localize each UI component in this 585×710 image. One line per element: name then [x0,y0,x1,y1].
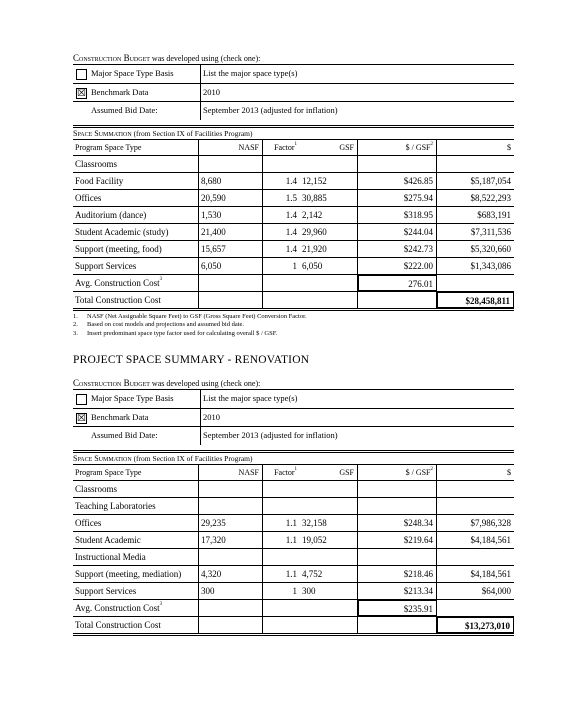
construction-budget-title [73,377,514,389]
cell-cost-per-gsf [358,481,437,497]
cell-nasf [199,481,263,497]
table-row [73,156,514,173]
cell-program-space-type: Instructional Media [73,549,199,565]
cell-cost-per-gsf: $275.94 [358,190,437,206]
space-summation-title [73,128,514,140]
cell-gsf: 19,052 [300,532,358,548]
cell-cost-per-gsf: $213.34 [358,583,437,599]
cell-total [437,498,514,514]
cell-nasf: 17,320 [199,532,263,548]
option-label: Assumed Bid Date: [91,102,201,120]
cell-total: $7,986,328 [470,517,511,528]
renovation-heading: PROJECT SPACE SUMMARY - RENOVATION [73,354,310,366]
cell-total [437,481,514,497]
cell-program-space-type: Auditorium (dance) [73,207,199,223]
option-label: Benchmark Data [91,84,201,102]
cell-nasf: 300 [199,583,263,599]
cell-cost-per-gsf: $248.34 [358,515,437,531]
footnotes [73,313,514,339]
budget-option-row [73,84,514,103]
table-row [73,258,514,275]
cell-total [437,549,514,565]
table-header-row [73,140,514,156]
cell-cost-per-gsf [358,498,437,514]
cell-factor: 1.4 [285,175,297,186]
cell-nasf: 21,400 [199,224,263,240]
cell-cost-per-gsf: $242.73 [358,241,437,257]
header-factor: Factor$^1$ [274,141,297,152]
cell-gsf [300,156,358,172]
footnote: 2. Based on cost models and projections and assumed bid date. [73,321,245,328]
header-total: $ [507,142,511,152]
cell-nasf: 1,530 [199,207,263,223]
cell-program-space-type: Support (meeting, food) [73,241,199,257]
header-program-space-type: Program Space Type [73,140,199,155]
header-gsf: GSF [300,140,358,155]
cell-total: $5,187,054 [470,175,511,186]
budget-option-row [73,427,514,445]
table-row [73,241,514,258]
option-label: Major Space Type Basis [91,65,201,83]
checkbox-major-space-type[interactable] [76,69,87,80]
avg-cost-label: Avg. Construction Cost$^3$ [73,275,199,291]
avg-cost-label: Avg. Construction Cost$^3$ [73,600,199,616]
cell-factor: 1.1 [285,568,297,579]
cell-gsf: 4,752 [300,566,358,582]
option-value: 2010 [203,86,220,97]
cell-gsf [300,549,358,565]
cell-factor: 1 [292,260,297,271]
table-row [73,498,514,515]
cell-nasf: 20,590 [199,190,263,206]
space-summation-source: (from Section IX of Facilities Program) [131,453,253,463]
cell-cost-per-gsf: $218.46 [358,566,437,582]
total-cost-label: Total Construction Cost [73,617,199,633]
space-summation-table [73,140,514,311]
cell-program-space-type: Student Academic [73,532,199,548]
header-total: $ [507,467,511,477]
cell-total: $5,320,660 [470,243,511,254]
cell-gsf: 6,050 [300,258,358,274]
cell-nasf [199,549,263,565]
cell-gsf: 2,142 [300,207,358,223]
cell-factor: 1.1 [285,517,297,528]
table-row [73,583,514,600]
table-row [73,566,514,583]
avg-cost-value: $235.91 [358,600,437,616]
cell-total [437,156,514,172]
cell-factor: 1.1 [285,534,297,545]
option-value: September 2013 (adjusted for inflation) [203,105,338,115]
renovation-section [73,377,514,636]
cell-factor: 1.5 [285,192,297,203]
budget-method-table [73,64,514,120]
construction-budget-instruction: was developed using (check one): [149,54,261,63]
cell-program-space-type: Support (meeting, mediation) [73,566,199,582]
total-cost-value: $13,273,010 [437,617,514,633]
cell-total: $7,311,536 [470,226,511,237]
cell-total: $683,191 [477,209,511,220]
table-row [73,224,514,241]
cell-factor [263,498,300,514]
table-row [73,481,514,498]
cell-nasf [199,156,263,172]
total-cost-label: Total Construction Cost [73,292,199,308]
cell-nasf: 4,320 [199,566,263,582]
header-program-space-type: Program Space Type [73,465,199,480]
cell-program-space-type: Offices [73,515,199,531]
budget-option-row [73,65,514,84]
cell-cost-per-gsf: $222.00 [358,258,437,274]
budget-option-row [73,390,514,409]
avg-cost-value: 276.01 [358,275,437,291]
cell-program-space-type: Offices [73,190,199,206]
option-value: List the major space type(s) [203,393,298,403]
cell-total: $8,522,293 [470,192,511,203]
cell-cost-per-gsf: $244.04 [358,224,437,240]
header-gsf: GSF [300,465,358,480]
cell-program-space-type: Classrooms [73,156,199,172]
construction-budget-title [73,52,514,64]
total-construction-cost-row [73,617,514,636]
table-row [73,532,514,549]
cell-program-space-type: Student Academic (study) [73,224,199,240]
cell-nasf: 8,680 [199,173,263,189]
checkbox-major-space-type[interactable] [76,394,87,405]
header-cost-per-gsf: $ / GSF$^2$ [358,140,437,155]
cell-factor: 1.4 [285,209,297,220]
cell-cost-per-gsf: $219.64 [358,532,437,548]
construction-budget-instruction: was developed using (check one): [149,379,261,388]
cell-total: $4,184,561 [470,568,511,579]
cell-program-space-type: Food Facility [73,173,199,189]
header-nasf: NASF [199,140,263,155]
cell-program-space-type: Support Services [73,583,199,599]
table-row [73,190,514,207]
cell-program-space-type: Classrooms [73,481,199,497]
cell-gsf: 21,920 [300,241,358,257]
cell-program-space-type: Support Services [73,258,199,274]
cell-factor [263,481,300,497]
construction-budget-label: Construction Budget [73,53,150,63]
space-summation-label: Space Summation [73,453,132,463]
cell-cost-per-gsf [358,549,437,565]
option-label: Benchmark Data [91,409,201,427]
budget-method-table [73,389,514,445]
cell-cost-per-gsf: $426.85 [358,173,437,189]
cell-cost-per-gsf [358,156,437,172]
option-label: Major Space Type Basis [91,390,201,408]
space-summation-table [73,465,514,636]
footnote: 3. Insert predominant space type factor used for calculating overall $ / GSF. [73,329,278,337]
header-factor: Factor$^1$ [274,466,297,477]
avg-construction-cost-row [73,600,514,617]
footnote: 1. NASF (Net Assignable Square Feet) to GSF (Gross Square Feet) Conversion Factor. [73,312,307,320]
cell-factor [263,549,300,565]
cell-gsf [300,498,358,514]
cell-total: $4,184,561 [470,534,511,545]
cell-factor: 1 [292,585,297,596]
new-construction-section [73,52,514,338]
checkbox-benchmark-data[interactable]: ☒ [77,412,86,424]
cell-gsf: 30,885 [300,190,358,206]
option-value: September 2013 (adjusted for inflation) [203,430,338,440]
cell-factor: 1.4 [285,226,297,237]
option-value: List the major space type(s) [203,68,298,78]
space-summation-label: Space Summation [73,128,132,138]
cell-program-space-type: Teaching Laboratories [73,498,199,514]
cell-gsf: 32,158 [300,515,358,531]
cell-total: $64,000 [481,585,511,596]
cell-gsf: 12,152 [300,173,358,189]
cell-factor: 1.4 [285,243,297,254]
total-cost-value: $28,458,811 [437,292,514,308]
option-value: 2010 [203,411,220,422]
header-cost-per-gsf: $ / GSF$^2$ [358,465,437,480]
cell-gsf [300,481,358,497]
construction-budget-label: Construction Budget [73,378,150,388]
table-header-row [73,465,514,481]
cell-gsf: 29,960 [300,224,358,240]
cell-nasf: 29,235 [199,515,263,531]
cell-gsf: 300 [300,583,358,599]
space-summation-source: (from Section IX of Facilities Program) [131,128,253,138]
space-summation-title [73,453,514,465]
table-row [73,207,514,224]
option-label: Assumed Bid Date: [91,427,201,445]
cell-nasf [199,498,263,514]
header-nasf: NASF [199,465,263,480]
cell-total: $1,343,086 [470,260,511,271]
table-row [73,515,514,532]
cell-cost-per-gsf: $318.95 [358,207,437,223]
budget-option-row [73,102,514,120]
cell-factor [263,156,300,172]
budget-option-row [73,409,514,428]
cell-nasf: 6,050 [199,258,263,274]
table-row [73,173,514,190]
checkbox-benchmark-data[interactable]: ☒ [77,87,86,99]
cell-nasf: 15,657 [199,241,263,257]
total-construction-cost-row [73,292,514,311]
avg-construction-cost-row [73,275,514,292]
table-row [73,549,514,566]
